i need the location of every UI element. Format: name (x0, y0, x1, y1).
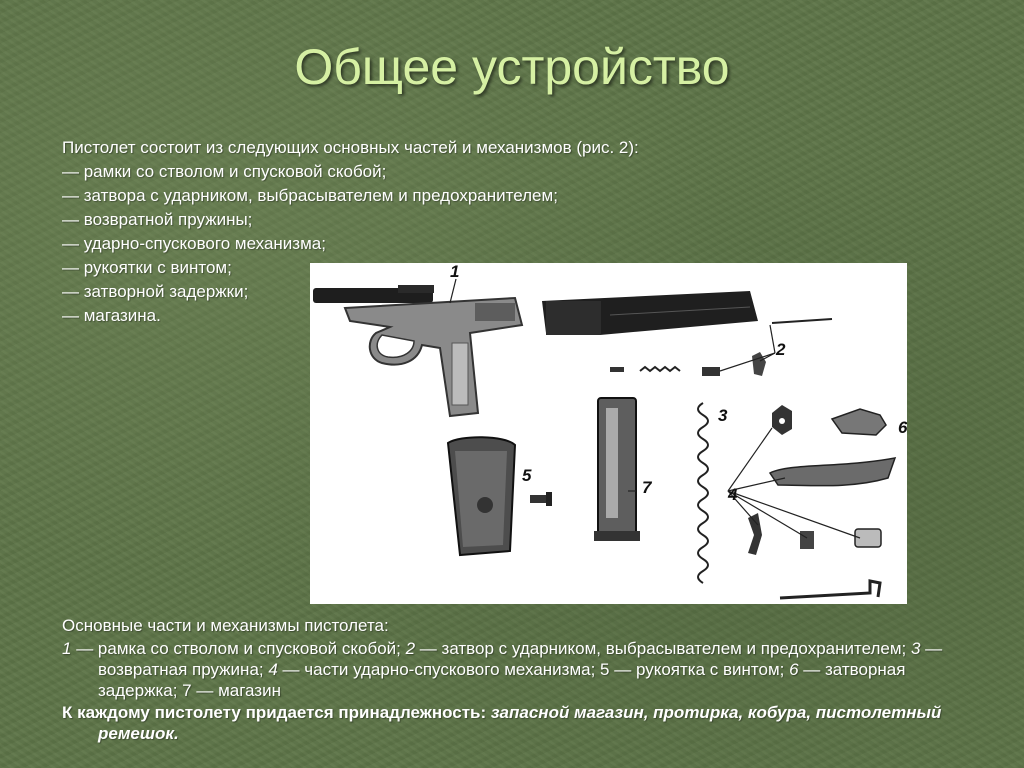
grip-with-screw-drawing (448, 437, 552, 555)
magazine-drawing (594, 398, 640, 541)
parts-list-item: — рамки со стволом и спусковой скобой; (62, 162, 387, 181)
caption-number: 1 (62, 639, 72, 658)
caption-text: — затворная задержка; 7 — магазин (98, 660, 906, 700)
parts-list-item: — возвратной пружины; (62, 210, 253, 229)
recoil-spring-drawing (698, 403, 708, 583)
caption-text: — рамка со стволом и спусковой скобой; (71, 639, 406, 658)
parts-list-item: — рукоятки с винтом; (62, 258, 232, 277)
parts-list-item: — магазина. (62, 306, 161, 325)
caption-number: 4 (268, 660, 278, 679)
accessories-text (62, 702, 962, 744)
slide-drawing (542, 291, 832, 376)
slide-stop-drawing (832, 409, 886, 435)
frame-with-barrel-drawing (313, 285, 522, 416)
figure-label-6: 6 (898, 418, 907, 437)
caption-text: — возвратная пружина; (98, 639, 943, 679)
caption-heading: Основные части и механизмы пистолета: (62, 616, 389, 635)
caption-number: 3 (910, 639, 921, 658)
parts-list-item: — затвора с ударником, выбрасывателем и предохранителем; (62, 186, 558, 205)
caption-paragraph (62, 638, 962, 701)
figure-label-3: 3 (718, 406, 728, 425)
figure-label-2: 2 (776, 340, 786, 359)
figure-label-7: 7 (642, 478, 652, 497)
intro-text: Пистолет состоит из следующих основных частей и механизмов (рис. 2): (62, 138, 639, 157)
caption-number: 2 (405, 639, 416, 658)
accessories-paragraph (62, 702, 962, 744)
figure-label-4: 4 (728, 485, 738, 504)
caption-text: — затвор с ударником, выбрасывателем и предохранителем; (415, 639, 911, 658)
accessories-items: запасной магазин, протирка, кобура, пистолетный ремешок. (98, 703, 942, 743)
parts-list-item: — ударно-спускового механизма; (62, 234, 326, 253)
accessories-lead: К каждому пистолету придается принадлежность: (62, 703, 491, 722)
figure-label-5: 5 (522, 466, 532, 485)
pistol-parts-drawing (310, 263, 907, 604)
pistol-parts-figure (310, 263, 907, 604)
caption-number: 6 (789, 660, 799, 679)
slide-title: Общее устройство (294, 39, 730, 95)
figure-caption (62, 638, 962, 701)
parts-list-item: — затворной задержки; (62, 282, 249, 301)
caption-text: — части ударно-спускового механизма; 5 — рукоятка с винтом; (277, 660, 790, 679)
figure-label-1: 1 (450, 263, 460, 281)
